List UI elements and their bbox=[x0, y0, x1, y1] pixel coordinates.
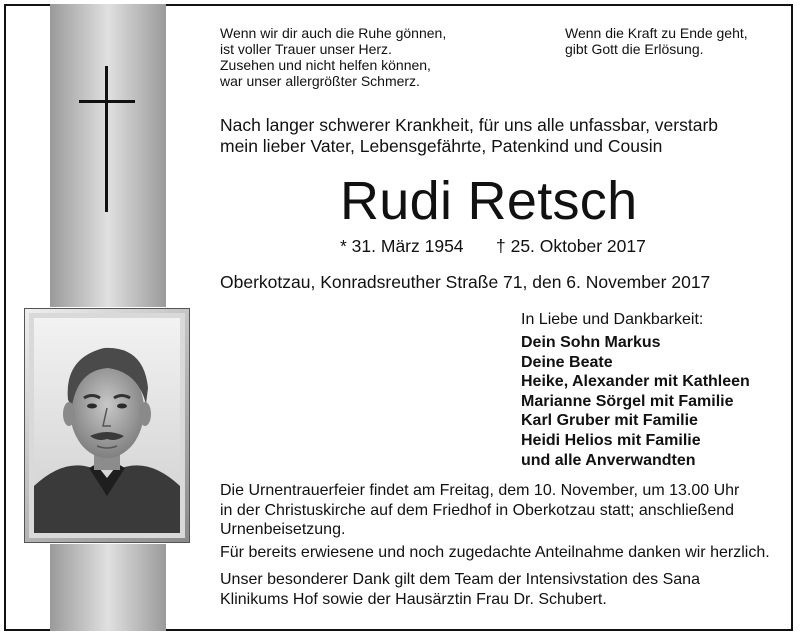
mourner-entry: und alle Anverwandten bbox=[521, 451, 696, 469]
poem-left-line: Zusehen und nicht helfen können, bbox=[220, 57, 431, 73]
mourner-entry: Heidi Helios mit Familie bbox=[521, 431, 701, 449]
deceased-name: Rudi Retsch bbox=[340, 171, 638, 231]
death-announcement-intro bbox=[220, 115, 718, 157]
intro-line: mein lieber Vater, Lebensgefährte, Patenkind und Cousin bbox=[220, 136, 663, 156]
poem-right-line: gibt Gott die Erlösung. bbox=[565, 41, 704, 57]
mourner-entry: Deine Beate bbox=[521, 353, 613, 371]
poem-left-line: ist voller Trauer unser Herz. bbox=[220, 41, 392, 57]
portrait-mat bbox=[29, 313, 185, 538]
death-date: † 25. Oktober 2017 bbox=[496, 236, 646, 256]
thanks-general-line: Für bereits erwiesene und noch zugedachte Anteilnahme danken wir herzlich. bbox=[220, 544, 770, 561]
mourner-entry: Heike, Alexander mit Kathleen bbox=[521, 373, 750, 391]
funeral-notice bbox=[220, 481, 739, 540]
cross-vertical-bar bbox=[105, 66, 108, 212]
cross-horizontal-bar bbox=[79, 100, 135, 103]
decorative-band-top bbox=[50, 4, 166, 307]
mourner-entry: Karl Gruber mit Familie bbox=[521, 412, 698, 430]
intro-line: Nach langer schwerer Krankheit, für uns alle unfassbar, verstarb bbox=[220, 115, 719, 135]
poem-right-line: Wenn die Kraft zu Ende geht, bbox=[565, 25, 748, 41]
portrait-frame bbox=[24, 308, 190, 543]
decorative-band-bottom bbox=[50, 544, 166, 631]
thanks-special-line: Unser besonderer Dank gilt dem Team der Intensivstation des Sana bbox=[220, 571, 700, 588]
mourner-entry: Dein Sohn Markus bbox=[521, 334, 661, 351]
poem-right bbox=[565, 25, 748, 57]
funeral-notice-line: Die Urnentrauerfeier findet am Freitag, dem 10. November, um 13.00 Uhr bbox=[220, 482, 740, 499]
thanks-special-line: Klinikums Hof sowie der Hausärztin Frau Dr. Schubert. bbox=[220, 590, 607, 608]
funeral-notice-line: in der Christuskirche auf dem Friedhof in Oberkotzau statt; anschließend bbox=[220, 501, 735, 519]
thanks-general bbox=[220, 543, 770, 563]
mourner-entry: Marianne Sörgel mit Familie bbox=[521, 392, 734, 410]
mourners-list bbox=[521, 333, 750, 470]
mourners-heading: In Liebe und Dankbarkeit: bbox=[521, 311, 704, 328]
birth-date: * 31. März 1954 bbox=[340, 236, 464, 256]
poem-left bbox=[220, 25, 446, 89]
poem-left-line: war unser allergrößter Schmerz. bbox=[220, 73, 420, 89]
portrait-photo bbox=[34, 318, 180, 533]
funeral-notice-line: Urnenbeisetzung. bbox=[220, 521, 346, 538]
place-and-date: Oberkotzau, Konradsreuther Straße 71, den 6. November 2017 bbox=[220, 272, 711, 292]
thanks-special bbox=[220, 570, 700, 609]
poem-left-line: Wenn wir dir auch die Ruhe gönnen, bbox=[220, 25, 447, 41]
